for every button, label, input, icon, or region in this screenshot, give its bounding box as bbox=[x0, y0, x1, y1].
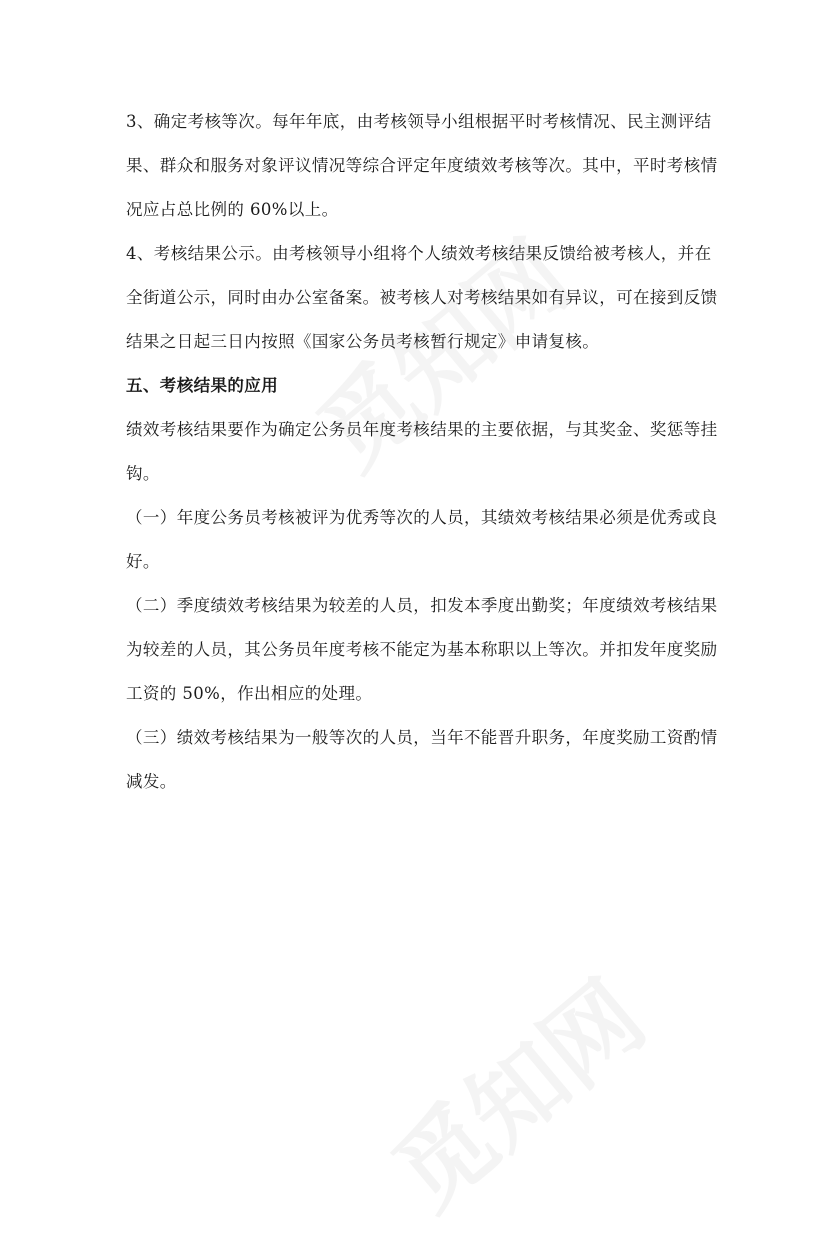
paragraph-item-4 bbox=[126, 232, 726, 364]
paragraph-clause-1 bbox=[126, 496, 726, 584]
text-line: 绩效考核结果要作为确定公务员年度考核结果的主要依据，与其奖金、奖惩等挂 bbox=[126, 420, 718, 439]
paragraph-intro bbox=[126, 408, 726, 496]
paragraph-clause-3 bbox=[126, 716, 726, 804]
text-line: 工资的 50%，作出相应的处理。 bbox=[126, 684, 373, 703]
text-line: 钩。 bbox=[126, 464, 160, 483]
text-line: 3、确定考核等次。每年年底，由考核领导小组根据平时考核情况、民主测评结 bbox=[126, 112, 712, 131]
text-line: 为较差的人员，其公务员年度考核不能定为基本称职以上等次。并扣发年度奖励 bbox=[126, 640, 718, 659]
section-heading bbox=[126, 364, 726, 408]
text-line: （一）年度公务员考核被评为优秀等次的人员，其绩效考核结果必须是优秀或良 bbox=[126, 508, 718, 527]
document-body bbox=[126, 100, 726, 804]
paragraph-clause-2 bbox=[126, 584, 726, 716]
text-line: 减发。 bbox=[126, 772, 177, 791]
paragraph-item-3 bbox=[126, 100, 726, 232]
watermark bbox=[360, 945, 669, 1235]
text-line: 4、考核结果公示。由考核领导小组将个人绩效考核结果反馈给被考核人，并在 bbox=[126, 244, 712, 263]
text-line: 结果之日起三日内按照《国家公务员考核暂行规定》申请复核。 bbox=[126, 332, 600, 351]
heading-text: 五、考核结果的应用 bbox=[126, 376, 279, 395]
text-line: 况应占总比例的 60%以上。 bbox=[126, 200, 339, 219]
text-line: （二）季度绩效考核结果为较差的人员，扣发本季度出勤奖；年度绩效考核结果 bbox=[126, 596, 718, 615]
text-line: （三）绩效考核结果为一般等次的人员，当年不能晋升职务，年度奖励工资酌情 bbox=[126, 728, 718, 747]
text-line: 果、群众和服务对象评议情况等综合评定年度绩效考核等次。其中，平时考核情 bbox=[126, 156, 718, 175]
text-line: 全街道公示，同时由办公室备案。被考核人对考核结果如有异议，可在接到反馈 bbox=[126, 288, 718, 307]
text-line: 好。 bbox=[126, 552, 160, 571]
